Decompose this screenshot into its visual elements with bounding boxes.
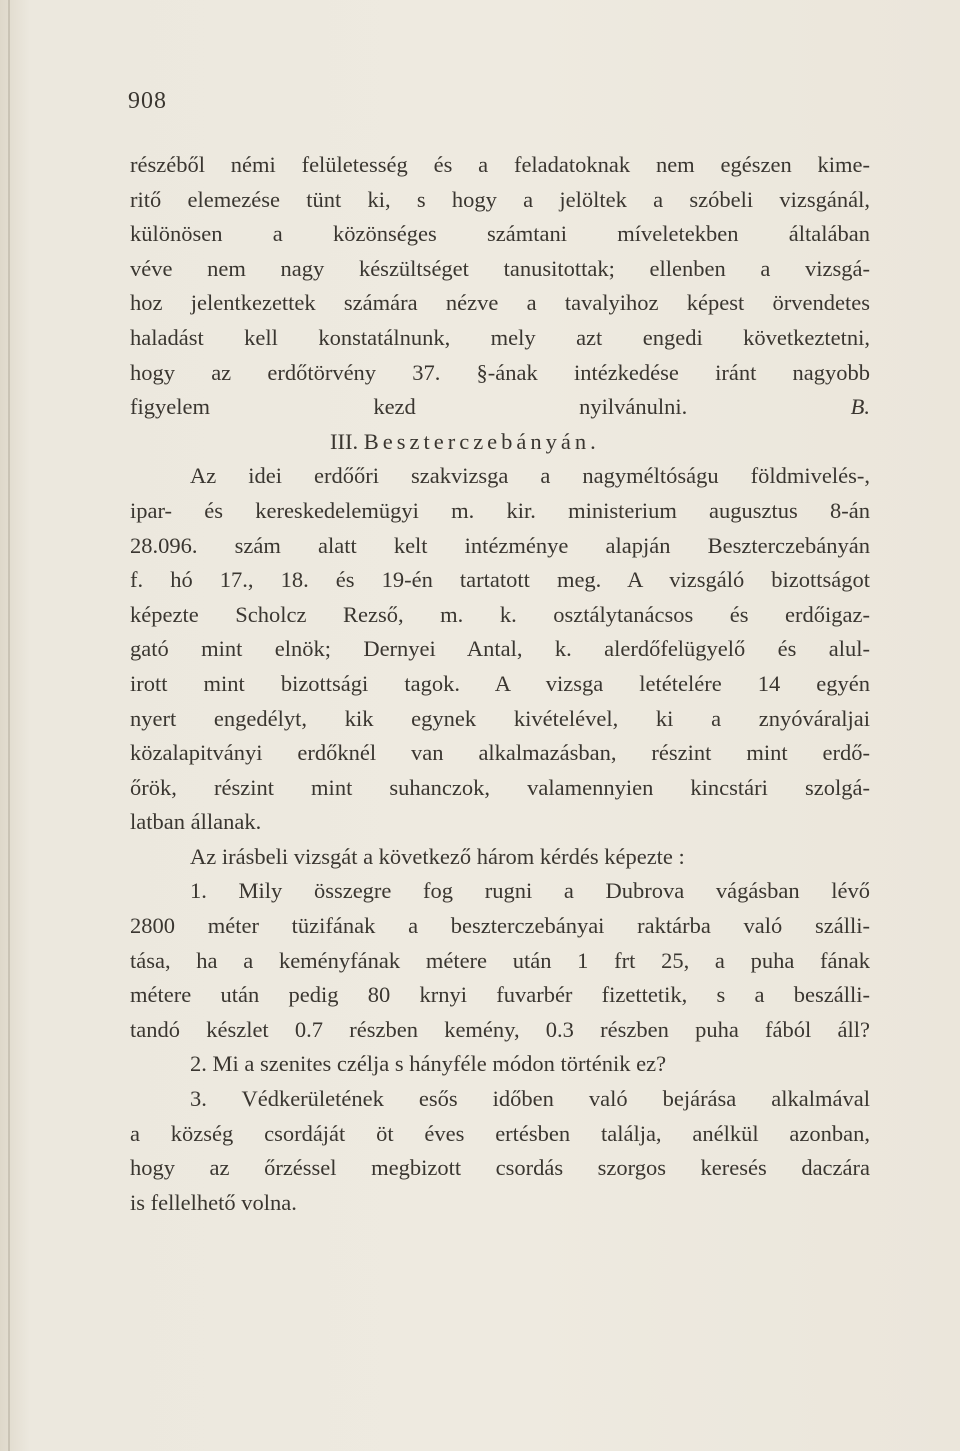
text-line: ritő elemezése tünt ki, s hogy a jelöltek a szóbeli vizsgánál, bbox=[130, 186, 870, 212]
paragraph-1 bbox=[130, 148, 870, 425]
text-line: haladást kell konstatálnunk, mely azt engedi következtetni, bbox=[130, 324, 870, 350]
text-line: irott mint bizottsági tagok. A vizsga letételére 14 egyén bbox=[130, 670, 870, 696]
page-number: 908 bbox=[128, 88, 167, 114]
text-line: 1. Mily összegre fog rugni a Dubrova vágásban lévő bbox=[190, 878, 870, 904]
question-1 bbox=[130, 874, 870, 1047]
section-title: Beszterczebányán. bbox=[363, 428, 600, 454]
page-gutter bbox=[8, 0, 10, 1451]
paragraph-3: Az irásbeli vizsgát a következő három kérdés képezte : bbox=[190, 843, 685, 869]
text-line: 28.096. szám alatt kelt intézménye alapján Beszterczebányán bbox=[130, 532, 870, 558]
text-line: hoz jelentkezettek számára nézve a tavalyihoz képest örvendetes bbox=[130, 290, 870, 316]
text-line: gató mint elnök; Dernyei Antal, k. alerdőfelügyelő és alul- bbox=[130, 636, 870, 662]
text-line: ipar- és kereskedelemügyi m. kir. ministerium augusztus 8-án bbox=[130, 497, 870, 523]
text-line: a község csordáját öt éves ertésben találja, anélkül azonban, bbox=[130, 1120, 870, 1146]
text-line: tandó készlet 0.7 részben kemény, 0.3 részben puha fából áll? bbox=[130, 1016, 870, 1042]
text-line: véve nem nagy készültséget tanusitottak; ellenben a vizsgá- bbox=[130, 255, 870, 281]
page-text bbox=[130, 148, 870, 1220]
text-line: latban állanak. bbox=[130, 809, 262, 835]
text-line: közalapitványi erdőknél van alkalmazásban, részint mint erdő- bbox=[130, 740, 870, 766]
section-heading bbox=[130, 425, 870, 460]
text-line: képezte Scholcz Rezső, m. k. osztálytanácsos és erdőigaz- bbox=[130, 601, 870, 627]
question-3 bbox=[130, 1082, 870, 1220]
text-line: tása, ha a keményfának métere után 1 frt 25, a puha fának bbox=[130, 947, 870, 973]
text-line: 2800 méter tüzifának a beszterczebányai raktárba való szálli- bbox=[130, 913, 870, 939]
question-2: 2. Mi a szenites czélja s hányféle módon történik ez? bbox=[190, 1051, 667, 1077]
text-line: f. hó 17., 18. és 19-én tartatott meg. A vizsgáló bizottságot bbox=[130, 567, 870, 593]
text-line: hogy az erdőtörvény 37. §-ának intézkedése iránt nagyobb bbox=[130, 359, 870, 385]
section-number: III. bbox=[330, 428, 359, 454]
text-line: métere után pedig 80 krnyi fuvarbér fizettetik, s a beszálli- bbox=[130, 982, 870, 1008]
text-line: hogy az őrzéssel megbizott csordás szorgos keresés daczára bbox=[130, 1155, 870, 1181]
text-line: nyert engedélyt, kik egynek kivételével, ki a znyóváraljai bbox=[130, 705, 870, 731]
paragraph-2 bbox=[130, 459, 870, 840]
text-line: Az idei erdőőri szakvizsga a nagyméltóságu földmivelés-, bbox=[190, 463, 870, 489]
last-line-text: figyelem kezd nyilvánulni. bbox=[130, 394, 688, 420]
text-line bbox=[130, 390, 870, 425]
text-line: különösen a közönséges számtani míveletekben általában bbox=[130, 221, 870, 247]
text-line: őrök, részint mint suhanczok, valamennyien kincstári szolgá- bbox=[130, 774, 870, 800]
text-line: 3. Védkerületének esős időben való bejárása alkalmával bbox=[190, 1086, 870, 1112]
author-signature: B. bbox=[850, 394, 871, 420]
text-line: részéből némi felületesség és a feladatoknak nem egészen kime- bbox=[130, 152, 870, 177]
text-line: is fellelhető volna. bbox=[130, 1189, 297, 1215]
